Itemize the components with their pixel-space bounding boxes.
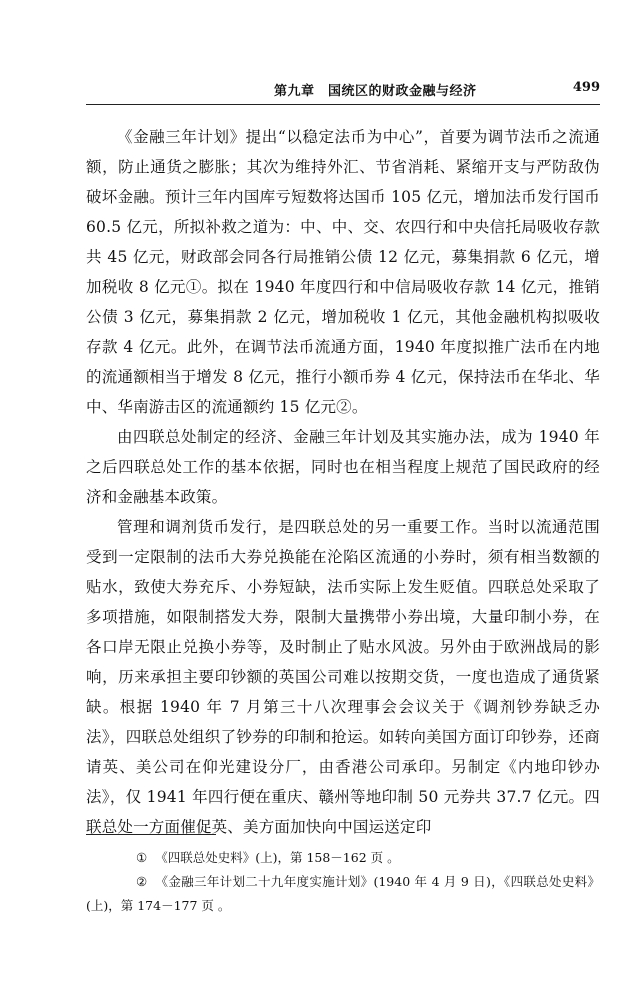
header-rule	[86, 104, 600, 105]
paragraph-3: 管理和调剂货币发行，是四联总处的另一重要工作。当时以流通范围受到一定限制的法币大券兑换能在沦陷区流通的小券时，须有相当数额的贴水，致使大券充斥、小券短缺，法币实际上发生贬值。四联总处采取了多项措施，如限制搭发大券，限制大量携带小券出境，大量印制小券，在各口岸无限止兑换小券等，及时制止了贴水风波。另外由于欧洲战局的影响，历来承担主要印钞额的英国公司难以按期交货，一度也造成了通货紧缺。根据 1940 年 7 月第三十八次理事会会议关于《调剂钞券缺乏办法》，四联总处组织了钞券的印制和抢运。如转向美国方面订印钞券，还商请英、美公司在仰光建设分厂，由香港公司承印。另制定《内地印钞办法》，仅 1941 年四行便在重庆、赣州等地印制 50 元券共 37.7 亿元。四联总处一方面催促英、美方面加快向中国运送定印	[86, 518, 600, 836]
running-header	[86, 80, 600, 104]
footnote-2	[86, 870, 600, 918]
page-number: 499	[572, 80, 600, 95]
footnote-1-mark: ①	[136, 850, 148, 865]
footnote-2-text: 《金融三年计划二十九年度实施计划》(1940 年 4 月 9 日)，《四联总处史料》(上)，第 174－177 页 。	[86, 874, 600, 913]
footnote-separator	[86, 834, 216, 835]
footnote-1-text: 《四联总处史料》(上)，第 158－162 页 。	[155, 850, 400, 865]
paragraph-1: 《金融三年计划》提出“以稳定法币为中心”，首要为调节法币之流通额，防止通货之膨胀；其次为维持外汇、节省消耗、紧缩开支与严防敌伪破坏金融。预计三年内国库亏短数将达国币 105 亿元，增加法币发行国币 60.5 亿元，所拟补救之道为：中、中、交、农四行和中央信托局吸收存款共 45 亿元，财政部会同各行局推销公债 12 亿元，募集捐款 6 亿元，增加税收 8 亿元①。拟在 1940 年度四行和中信局吸收存款 14 亿元，推销公债 3 亿元，募集捐款 2 亿元，增加税收 1 亿元，其他金融机构拟吸收存款 4 亿元。此外，在调节法币流通方面，1940 年度拟推广法币在内地的流通额相当于增发 8 亿元，推行小额币券 4 亿元，保持法币在华北、华中、华南游击区的流通额约 15 亿元②。	[86, 128, 600, 416]
footnote-2-mark: ②	[136, 874, 148, 889]
footnotes	[86, 846, 600, 918]
footnote-1	[86, 846, 600, 870]
chapter-title: 第九章 国统区的财政金融与经济	[274, 84, 477, 99]
body-text	[86, 122, 600, 842]
paragraph-2: 由四联总处制定的经济、金融三年计划及其实施办法，成为 1940 年之后四联总处工作的基本依据，同时也在相当程度上规范了国民政府的经济和金融基本政策。	[86, 428, 600, 506]
